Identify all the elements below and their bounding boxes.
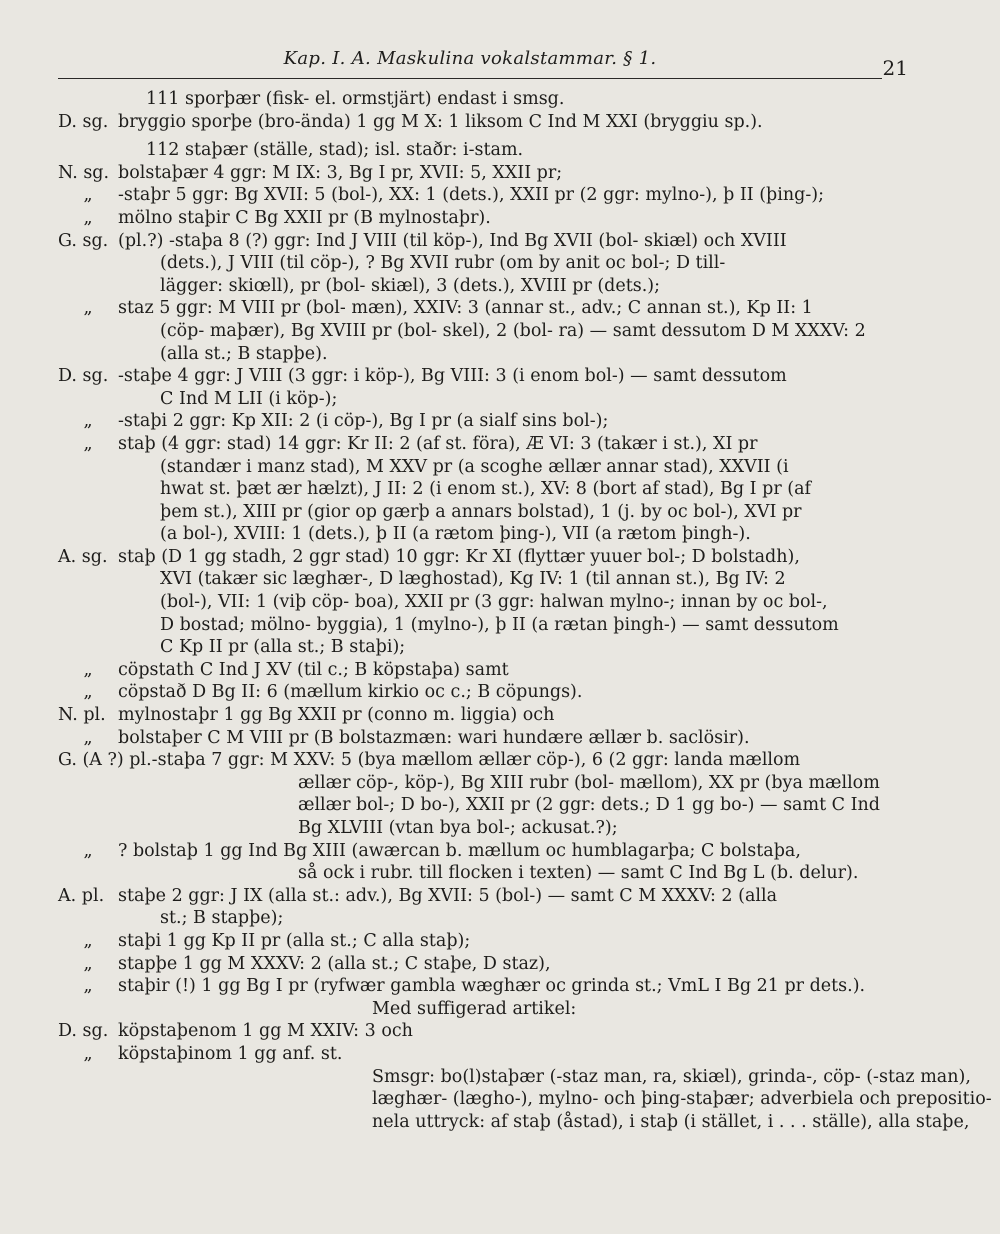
text-line xyxy=(58,388,888,411)
case-label: N. pl. xyxy=(58,705,106,726)
line-text: -staþa 7 ggr: M XXV: 5 (bya mællom ællær cöp-), 6 (2 ggr: landa mællom xyxy=(151,750,801,771)
text-line xyxy=(58,184,888,207)
line-text: cöpstath C Ind J XV (til c.; B köpstaþa) samt xyxy=(118,659,509,680)
line-text: lägger: skiœll), pr (bol- skiæl), 3 (dets.), XVIII pr (dets.); xyxy=(160,275,661,296)
case-label xyxy=(58,772,118,795)
line-text: (alla st.; B stapþe). xyxy=(160,343,328,364)
text-line xyxy=(58,659,888,682)
case-label xyxy=(58,388,118,411)
case-label: „ xyxy=(83,185,93,206)
case-label xyxy=(58,907,118,930)
line-text: C Kp II pr (alla st.; B staþi); xyxy=(160,637,406,658)
line-text: (pl.?) -staþa 8 (?) ggr: Ind J VIII (til köp-), Ind Bg XVII (bol- skiæl) och XVIII xyxy=(118,230,787,251)
running-title: Kap. I. A. Maskulina vokalstammar. § 1. xyxy=(283,48,657,69)
text-line xyxy=(58,1111,970,1134)
text-line xyxy=(58,1066,971,1089)
text-line xyxy=(58,320,888,343)
line-text: staþi 1 gg Kp II pr (alla st.; C alla staþ); xyxy=(118,930,471,951)
case-label: A. pl. xyxy=(58,885,105,906)
text-line xyxy=(58,998,888,1021)
line-text: D bostad; mölno- byggia), 1 (mylno-), þ II (a rætan þingh-) — samt dessutom xyxy=(160,614,839,635)
text-line xyxy=(58,817,888,840)
line-text: mylnostaþr 1 gg Bg XXII pr (conno m. liggia) och xyxy=(118,705,555,726)
case-label xyxy=(58,320,118,343)
line-text: 111 sporþær (fisk- el. ormstjärt) endast i smsg. xyxy=(146,89,565,109)
text-line xyxy=(58,478,888,501)
case-label xyxy=(58,862,118,885)
text-line xyxy=(58,749,888,772)
line-text: (standær i manz stad), M XXV pr (a scoghe ællær annar stad), XXVII (i xyxy=(160,456,789,477)
line-text: bryggio sporþe (bro-ända) 1 gg M X: 1 liksom C Ind M XXI (bryggiu sp.). xyxy=(118,111,763,132)
case-label xyxy=(58,817,118,840)
case-label: „ xyxy=(83,411,93,432)
case-label: „ xyxy=(83,1043,93,1064)
text-line xyxy=(58,727,888,750)
text-line xyxy=(58,365,888,388)
case-label: „ xyxy=(83,953,93,974)
line-text: köpstaþenom 1 gg M XXIV: 3 och xyxy=(118,1021,413,1042)
line-text: köpstaþinom 1 gg anf. st. xyxy=(118,1043,343,1064)
line-text: hwat st. þæt ær hælzt), J II: 2 (i enom st.), XV: 8 (bort af stad), Bg I pr (af xyxy=(160,479,812,500)
case-label: G. sg. xyxy=(58,230,109,251)
line-text: ællær bol-; D bo-), XXII pr (2 ggr: dets.; D 1 gg bo-) — samt C Ind xyxy=(298,795,881,816)
line-text: mölno staþir C Bg XXII pr (B mylnostaþr). xyxy=(118,207,491,228)
line-text: nela uttryck: af staþ (åstad), i staþ (i stället, i . . . ställe), alla staþe, xyxy=(372,1111,970,1132)
case-label: „ xyxy=(83,727,93,748)
text-line xyxy=(58,343,888,366)
text-line xyxy=(58,636,888,659)
line-text: st.; B stapþe); xyxy=(160,908,284,929)
text-line xyxy=(58,953,888,976)
case-label xyxy=(58,636,118,659)
case-label: „ xyxy=(83,976,93,997)
text-line xyxy=(58,930,888,953)
case-label: N. sg. xyxy=(58,162,110,183)
case-label xyxy=(58,139,118,162)
text-line xyxy=(58,591,888,614)
text-line xyxy=(58,862,888,885)
line-text: staþe 2 ggr: J IX (alla st.: adv.), Bg XVII: 5 (bol-) — samt C M XXXV: 2 (alla xyxy=(118,885,778,906)
line-text: staþ (4 ggr: stad) 14 ggr: Kr II: 2 (af st. föra), Æ VI: 3 (takær i st.), XI pr xyxy=(118,433,758,454)
line-text: Smsgr: bo(l)staþær (-staz man, ra, skiæl), grinda-, cöp- (-staz man), xyxy=(372,1066,971,1087)
line-text: læghær- (lægho-), mylno- och þing-staþær; adverbiela och prepositio- xyxy=(372,1089,992,1110)
case-label xyxy=(58,591,118,614)
line-text: -staþr 5 ggr: Bg XVII: 5 (bol-), XX: 1 (dets.), XXII pr (2 ggr: mylno-), þ II (þing-); xyxy=(118,185,824,206)
case-label: D. sg. xyxy=(58,366,109,387)
case-label: „ xyxy=(83,930,93,951)
text-line xyxy=(58,1020,888,1043)
line-text: så ock i rubr. till flocken i texten) — samt C Ind Bg L (b. delur). xyxy=(298,863,859,884)
text-line xyxy=(58,252,888,275)
line-text: ? bolstaþ 1 gg Ind Bg XIII (awærcan b. mællum oc humblagarþa; C bolstaþa, xyxy=(118,840,801,861)
text-line xyxy=(58,568,888,591)
line-text: Bg XLVIII (vtan bya bol-; ackusat.?); xyxy=(298,818,618,838)
line-text: (dets.), J VIII (til cöp-), ? Bg XVII rubr (om by anit oc bol-; D till- xyxy=(160,253,726,274)
line-text: stapþe 1 gg M XXXV: 2 (alla st.; C staþe, D staz), xyxy=(118,953,551,974)
line-text: C Ind M LII (i köp-); xyxy=(160,388,338,409)
text-line xyxy=(58,111,888,134)
case-label: „ xyxy=(83,207,93,228)
case-label: „ xyxy=(83,298,93,319)
case-label xyxy=(58,794,118,817)
text-line xyxy=(58,207,888,230)
case-label xyxy=(58,88,118,111)
text-line xyxy=(58,410,888,433)
line-text: (a bol-), XVIII: 1 (dets.), þ II (a rætom þing-), VII (a rætom þingh-). xyxy=(160,524,751,545)
line-text: cöpstað D Bg II: 6 (mællum kirkio oc c.; B cöpungs). xyxy=(118,682,583,703)
line-text: staz 5 ggr: M VIII pr (bol- mæn), XXIV: 3 (annar st., adv.; C annan st.), Kp II: 1 xyxy=(118,298,813,319)
running-header xyxy=(58,48,908,80)
case-label: „ xyxy=(83,840,93,861)
case-label: „ xyxy=(83,433,93,454)
text-line xyxy=(58,1043,888,1066)
case-label: D. sg. xyxy=(58,111,109,132)
text-line xyxy=(58,523,888,546)
case-label xyxy=(58,252,118,275)
text-line xyxy=(58,614,888,637)
text-line xyxy=(58,297,888,320)
line-text: 112 staþær (ställe, stad); isl. staðr: i-stam. xyxy=(146,140,524,161)
case-label xyxy=(58,501,118,524)
text-line xyxy=(58,681,888,704)
text-line xyxy=(58,907,888,930)
case-label xyxy=(58,568,118,591)
text-line xyxy=(58,975,888,998)
case-label: G. (A ?) pl. xyxy=(58,750,152,771)
case-label xyxy=(58,998,118,1021)
text-line xyxy=(58,885,888,908)
case-label xyxy=(58,343,118,366)
text-line xyxy=(58,1088,992,1111)
line-text: XVI (takær sic læghær-, D læghostad), Kg IV: 1 (til annan st.), Bg IV: 2 xyxy=(160,569,786,590)
case-label xyxy=(58,523,118,546)
line-text: Med suffigerad artikel: xyxy=(372,998,577,1019)
text-line xyxy=(58,275,888,298)
text-line xyxy=(58,456,888,479)
text-line xyxy=(58,433,888,456)
text-line xyxy=(58,840,888,863)
line-text: bolstaþær 4 ggr: M IX: 3, Bg I pr, XVII: 5, XXII pr; xyxy=(118,162,563,183)
page-body xyxy=(58,88,992,1133)
case-label: „ xyxy=(83,682,93,703)
case-label xyxy=(58,1066,118,1089)
case-label xyxy=(58,614,118,637)
case-label xyxy=(58,478,118,501)
line-text: -staþe 4 ggr: J VIII (3 ggr: i köp-), Bg VIII: 3 (i enom bol-) — samt dessutom xyxy=(118,366,787,387)
line-text: -staþi 2 ggr: Kp XII: 2 (i cöp-), Bg I pr (a sialf sins bol-); xyxy=(118,411,609,432)
line-text: (bol-), VII: 1 (viþ cöp- boa), XXII pr (3 ggr: halwan mylno-; innan by oc bol-, xyxy=(160,592,828,613)
text-line xyxy=(58,546,888,569)
line-text: ællær cöp-, köp-), Bg XIII rubr (bol- mællom), XX pr (bya mællom xyxy=(298,772,880,793)
case-label: „ xyxy=(83,659,93,680)
case-label xyxy=(58,1088,118,1111)
line-text: staþir (!) 1 gg Bg I pr (ryfwær gambla wæghær oc grinda st.; VmL I Bg 21 pr dets.). xyxy=(118,976,866,997)
line-text: þem st.), XIII pr (gior op gærþ a annars bolstad), 1 (j. by oc bol-), XVI pr xyxy=(160,501,802,522)
text-line xyxy=(58,772,888,795)
text-line xyxy=(58,704,888,727)
case-label: A. sg. xyxy=(58,546,108,567)
line-text: (cöp- maþær), Bg XVIII pr (bol- skel), 2 (bol- ra) — samt dessutom D M XXXV: 2 xyxy=(160,320,866,341)
text-line xyxy=(58,794,888,817)
line-text: bolstaþer C M VIII pr (B bolstazmæn: wari hundære ællær b. saclösir). xyxy=(118,727,750,748)
text-line xyxy=(58,139,888,162)
line-text: staþ (D 1 gg stadh, 2 ggr stad) 10 ggr: Kr XI (flyttær yuuer bol-; D bolstadh), xyxy=(118,546,800,567)
text-line xyxy=(58,501,888,524)
case-label: D. sg. xyxy=(58,1021,109,1042)
case-label xyxy=(58,275,118,298)
text-line xyxy=(58,88,888,111)
page-number: 21 xyxy=(882,56,908,80)
case-label xyxy=(58,456,118,479)
text-line xyxy=(58,230,888,253)
text-line xyxy=(58,162,888,185)
case-label xyxy=(58,1111,118,1134)
